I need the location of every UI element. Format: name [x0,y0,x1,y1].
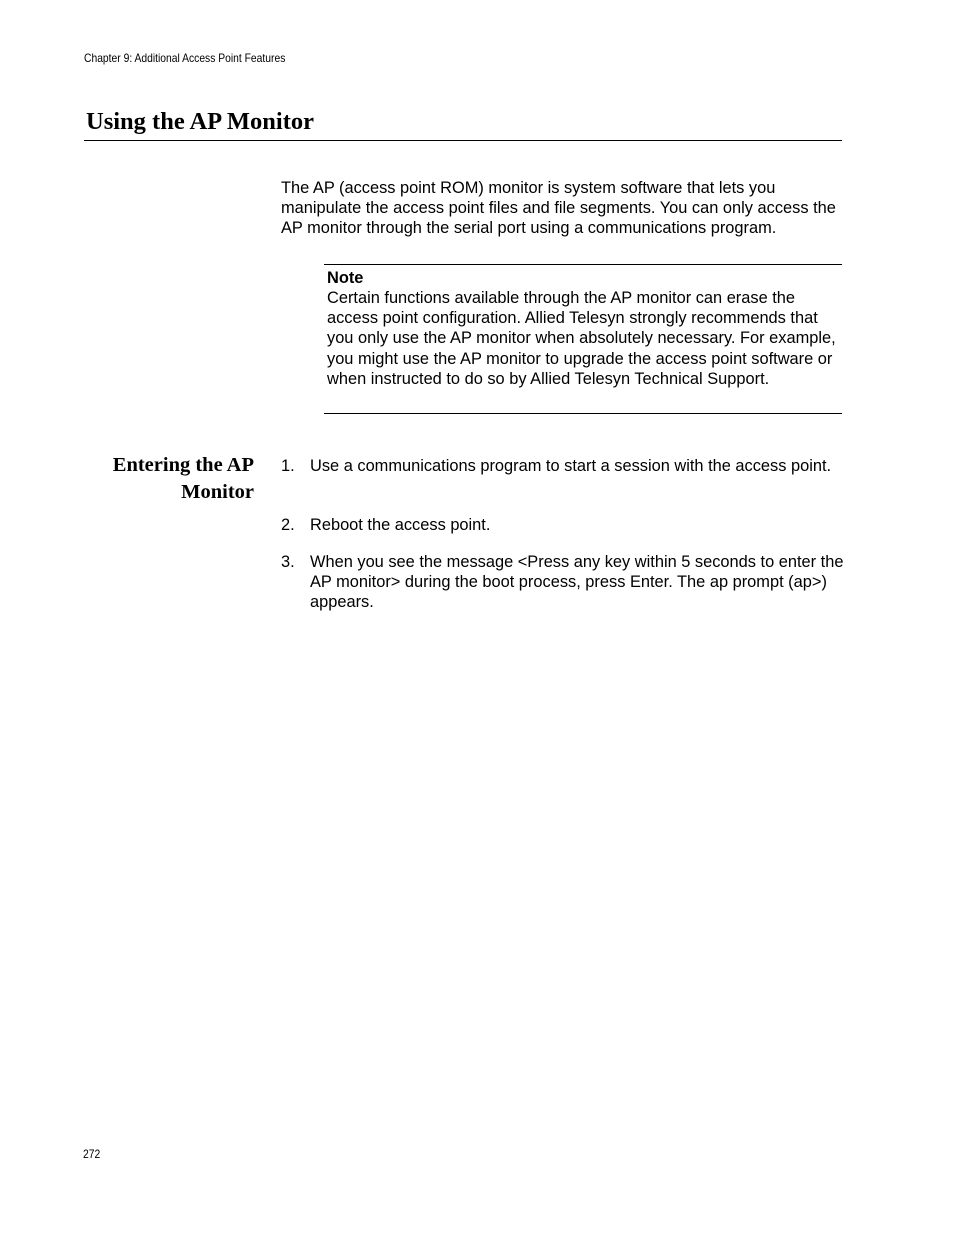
section-rule [84,140,842,141]
running-header: Chapter 9: Additional Access Point Features [84,51,286,65]
section-title: Using the AP Monitor [86,108,314,135]
intro-paragraph: The AP (access point ROM) monitor is system software that lets you manipulate the access point files and file segments. You can only access the AP monitor through the serial port using a communications program. [281,179,836,238]
note-box [324,264,842,414]
step-text: Use a communications program to start a session with the access point. [310,457,832,475]
step-number: 3. [281,553,295,571]
step-number: 1. [281,457,295,475]
step-text: Reboot the access point. [310,516,491,534]
step-number: 2. [281,516,295,534]
note-body: Certain functions available through the AP monitor can erase the access point configuration. Allied Telesyn strongly recommends that you only use the AP monitor when absolutely necessary. For example, you might use the AP monitor to upgrade the access point software or when instructed to do so by Allied Telesyn Technical Support. [327,289,836,388]
step-text: When you see the message <Press any key within 5 seconds to enter the AP monitor> during the boot process, press Enter. The ap prompt (ap>) appears. [310,553,844,612]
page-number: 272 [83,1147,101,1161]
note-heading: Note [327,269,364,287]
subsection-title: Entering the AP Monitor [112,454,254,503]
